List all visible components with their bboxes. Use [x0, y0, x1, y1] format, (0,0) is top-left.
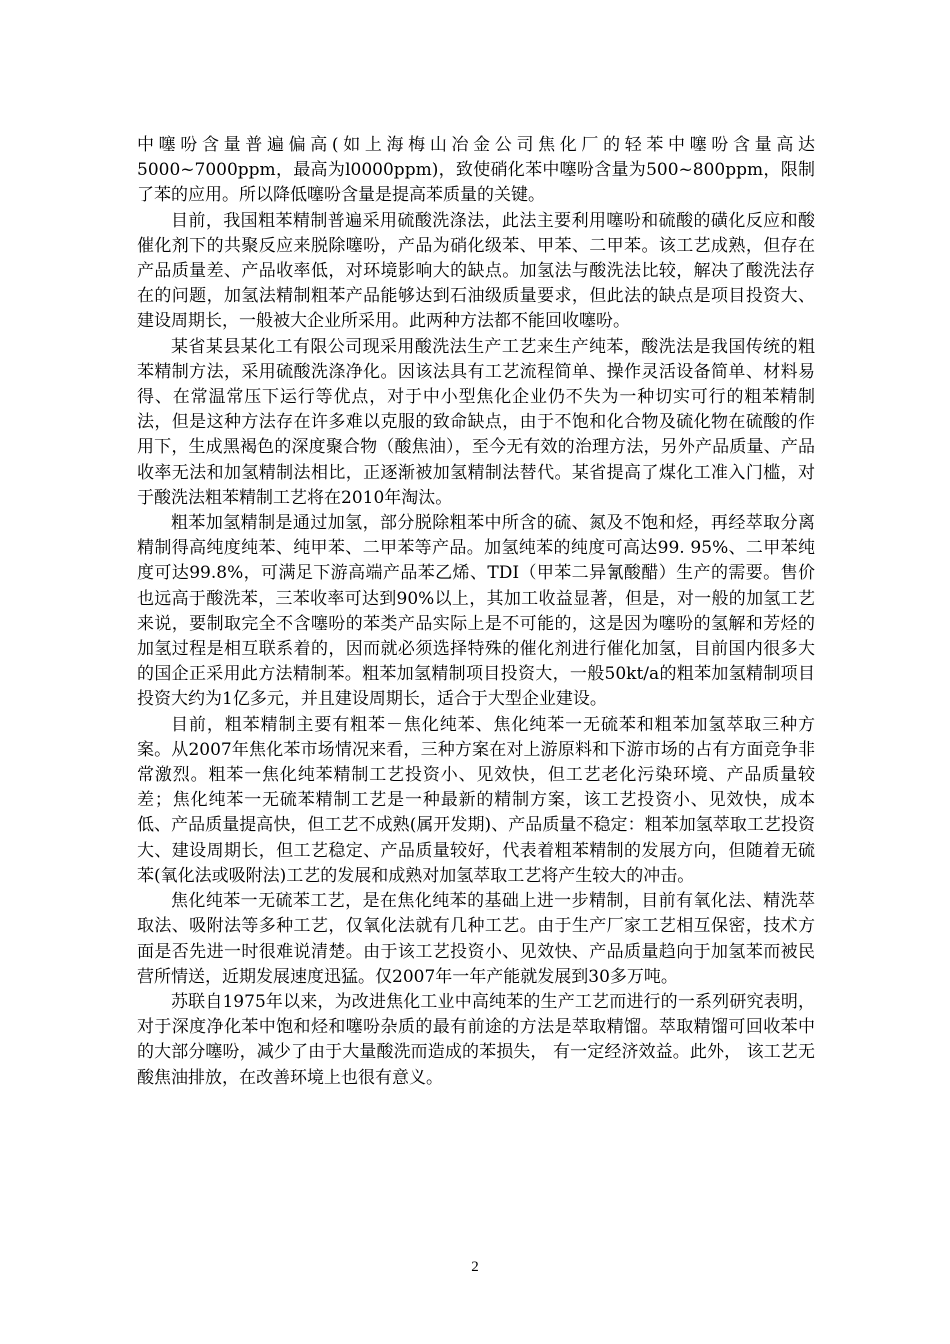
document-body — [137, 133, 815, 1091]
paragraph-3: 某省某县某化工有限公司现采用酸洗法生产工艺来生产纯苯，酸洗法是我国传统的粗苯精制方法，采用硫酸洗涤净化。因该法具有工艺流程简单、操作灵活设备简单、材料易得、在常温常压下运行等优点，对于中小型焦化企业仍不失为一种切实可行的粗苯精制法，但是这种方法存在许多难以克服的致命缺点，由于不饱和化合物及硫化物在硫酸的作用下，生成黑褐色的深度聚合物（酸焦油），至今无有效的治理方法，另外产品质量、产品收率无法和加氢精制法相比，正逐渐被加氢精制法替代。某省提高了煤化工准入门槛，对于酸洗法粗苯精制工艺将在2010年淘汰。 — [137, 336, 815, 508]
paragraph-7: 苏联自1975年以来，为改进焦化工业中高纯苯的生产工艺而进行的一系列研究表明，对于深度净化苯中饱和烃和噻吩杂质的最有前途的方法是萃取精馏。萃取精馏可回收苯中的大部分噻吩，减少了由于大量酸洗而造成的苯损失， 有一定经济效益。此外， 该工艺无酸焦油排放，在改善环境上也很有意义。 — [137, 991, 815, 1088]
paragraph-2: 目前，我国粗苯精制普遍采用硫酸洗涤法，此法主要利用噻吩和硫酸的磺化反应和酸催化剂下的共聚反应来脱除噻吩，产品为硝化级苯、甲苯、二甲苯。该工艺成熟，但存在产品质量差、产品收率低，对环境影响大的缺点。加氢法与酸洗法比较，解决了酸洗法存在的问题，加氢法精制粗苯产品能够达到石油级质量要求，但此法的缺点是项目投资大、建设周期长，一般被大企业所采用。此两种方法都不能回收噻吩。 — [137, 210, 815, 332]
paragraph-5: 目前，粗苯精制主要有粗苯－焦化纯苯、焦化纯苯一无硫苯和粗苯加氢萃取三种方案。从2007年焦化苯市场情况来看，三种方案在对上游原料和下游市场的占有方面竞争非常激烈。粗苯一焦化纯苯精制工艺投资小、见效快，但工艺老化污染环境、产品质量较差；焦化纯苯一无硫苯精制工艺是一种最新的精制方案，该工艺投资小、见效快，成本低、产品质量提高快，但工艺不成熟(属开发期)、产品质量不稳定：粗苯加氢萃取工艺投资大、建设周期长，但工艺稳定、产品质量较好，代表着粗苯精制的发展方向，但随着无硫苯(氧化法或吸附法)工艺的发展和成熟对加氢萃取工艺将产生较大的冲击。 — [137, 714, 815, 886]
paragraph-6: 焦化纯苯一无硫苯工艺，是在焦化纯苯的基础上进一步精制，目前有氧化法、精洗萃取法、吸附法等多种工艺，仅氧化法就有几种工艺。由于生产厂家工艺相互保密，技术方面是否先进一时很难说清楚。由于该工艺投资小、见效快、产品质量趋向于加氢苯而被民营所情送，近期发展速度迅猛。仅2007年一年产能就发展到30多万吨。 — [137, 891, 815, 987]
page-number: 2 — [471, 1259, 479, 1275]
paragraph-4: 粗苯加氢精制是通过加氢，部分脱除粗苯中所含的硫、氮及不饱和烃，再经萃取分离精制得高纯度纯苯、纯甲苯、二甲苯等产品。加氢纯苯的纯度可高达99. 95%、二甲苯纯度可达99.8%，可满足下游高端产品苯乙烯、TDI（甲苯二异氰酸醋）生产的需要。售价也远高于酸洗苯，三苯收率可达到90%以上，其加工收益显著，但是，对一般的加氢工艺来说，要制取完全不含噻吩的苯类产品实际上是不可能的，这是因为噻吩的氢解和芳烃的加氢过程是相互联系着的，因而就必须选择特殊的催化剂进行催化加氢，目前国内很多大的国企正采用此方法精制苯。粗苯加氢精制项目投资大，一般50kt/a的粗苯加氢精制项目投资大约为1亿多元，并且建设周期长，适合于大型企业建设。 — [137, 513, 815, 710]
paragraph-1: 中噻吩含量普遍偏高(如上海梅山冶金公司焦化厂的轻苯中噻吩含量高达5000~7000ppm，最高为l0000ppm)，致使硝化苯中噻吩含量为500~800ppm，限制了苯的应用。所以降低噻吩含量是提高苯质量的关键。 — [137, 135, 815, 206]
